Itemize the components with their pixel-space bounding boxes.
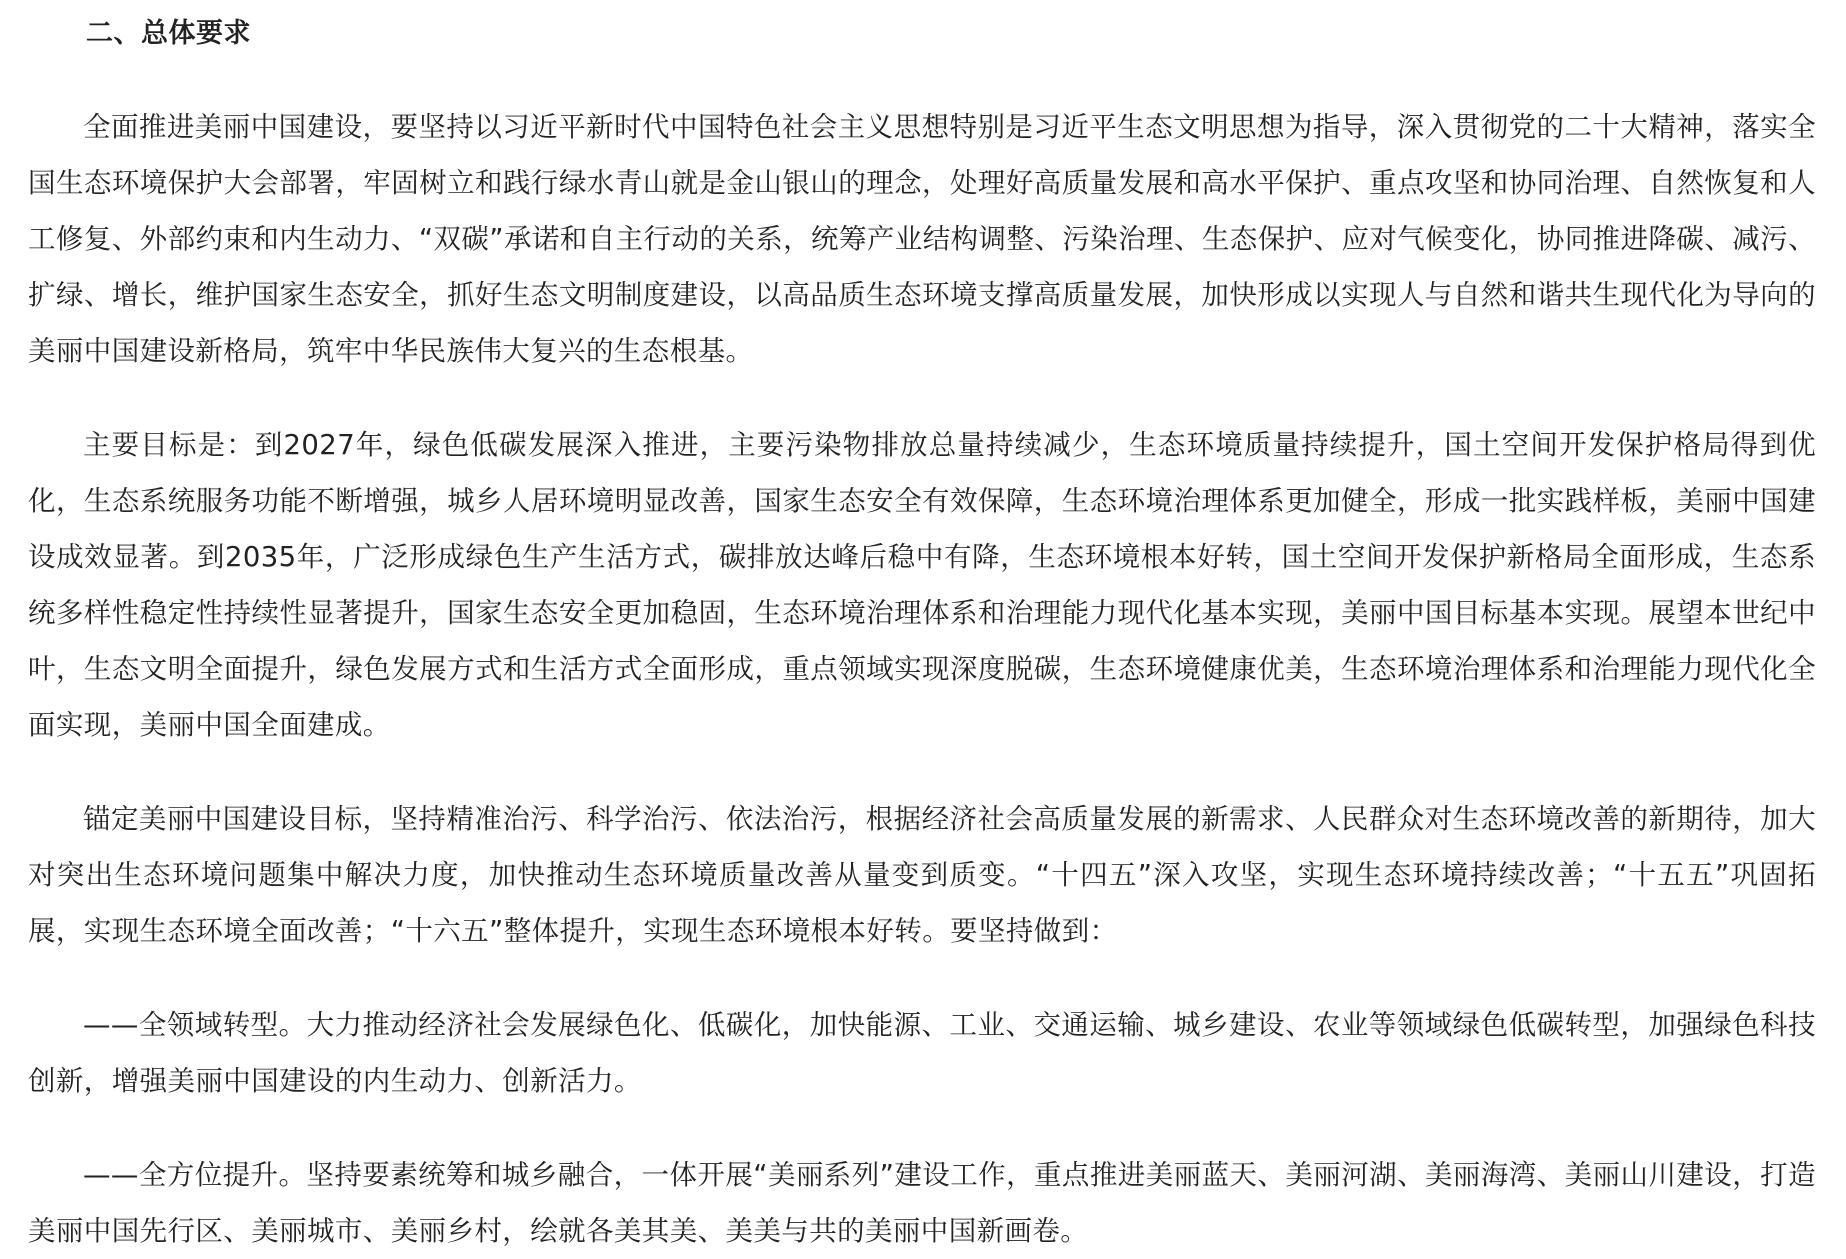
paragraph-all-round-improvement: ——全方位提升。坚持要素统筹和城乡融合，一体开展“美丽系列”建设工作，重点推进美丽蓝天、美丽河湖、美丽海湾、美丽山川建设，打造美丽中国先行区、美丽城市、美丽乡村，绘就各美其美、美美与共的美丽中国新画卷。 — [28, 1159, 1816, 1247]
paragraph-main-goals: 主要目标是：到2027年，绿色低碳发展深入推进，主要污染物排放总量持续减少，生态环境质量持续提升，国土空间开发保护格局得到优化，生态系统服务功能不断增强，城乡人居环境明显改善，国家生态安全有效保障，生态环境治理体系更加健全，形成一批实践样板，美丽中国建设成效显著。到2035年，广泛形成绿色生产生活方式，碳排放达峰后稳中有降，生态环境根本好转，国土空间开发保护新格局全面形成，生态系统多样性稳定性持续性显著提升，国家生态安全更加稳固，生态环境治理体系和治理能力现代化基本实现，美丽中国目标基本实现。展望本世纪中叶，生态文明全面提升，绿色发展方式和生活方式全面形成，重点领域实现深度脱碳，生态环境健康优美，生态环境治理体系和治理能力现代化全面实现，美丽中国全面建成。 — [28, 429, 1816, 741]
paragraph-all-field-transformation: ——全领域转型。大力推动经济社会发展绿色化、低碳化，加快能源、工业、交通运输、城乡建设、农业等领域绿色低碳转型，加强绿色科技创新，增强美丽中国建设的内生动力、创新活力。 — [28, 1009, 1816, 1097]
paragraph-overall-guidance: 全面推进美丽中国建设，要坚持以习近平新时代中国特色社会主义思想特别是习近平生态文明思想为指导，深入贯彻党的二十大精神，落实全国生态环境保护大会部署，牢固树立和践行绿水青山就是金山银山的理念，处理好高质量发展和高水平保护、重点攻坚和协同治理、自然恢复和人工修复、外部约束和内生动力、“双碳”承诺和自主行动的关系，统筹产业结构调整、污染治理、生态保护、应对气候变化，协同推进降碳、减污、扩绿、增长，维护国家生态安全，抓好生态文明制度建设，以高品质生态环境支撑高质量发展，加快形成以实现人与自然和谐共生现代化为导向的美丽中国建设新格局，筑牢中华民族伟大复兴的生态根基。 — [28, 111, 1816, 367]
section-heading: 二、总体要求 — [86, 18, 251, 49]
paragraph-anchor-goals: 锚定美丽中国建设目标，坚持精准治污、科学治污、依法治污，根据经济社会高质量发展的新需求、人民群众对生态环境改善的新期待，加大对突出生态环境问题集中解决力度，加快推动生态环境质量改善从量变到质变。“十四五”深入攻坚，实现生态环境持续改善；“十五五”巩固拓展，实现生态环境全面改善；“十六五”整体提升，实现生态环境根本好转。要坚持做到： — [28, 803, 1816, 947]
